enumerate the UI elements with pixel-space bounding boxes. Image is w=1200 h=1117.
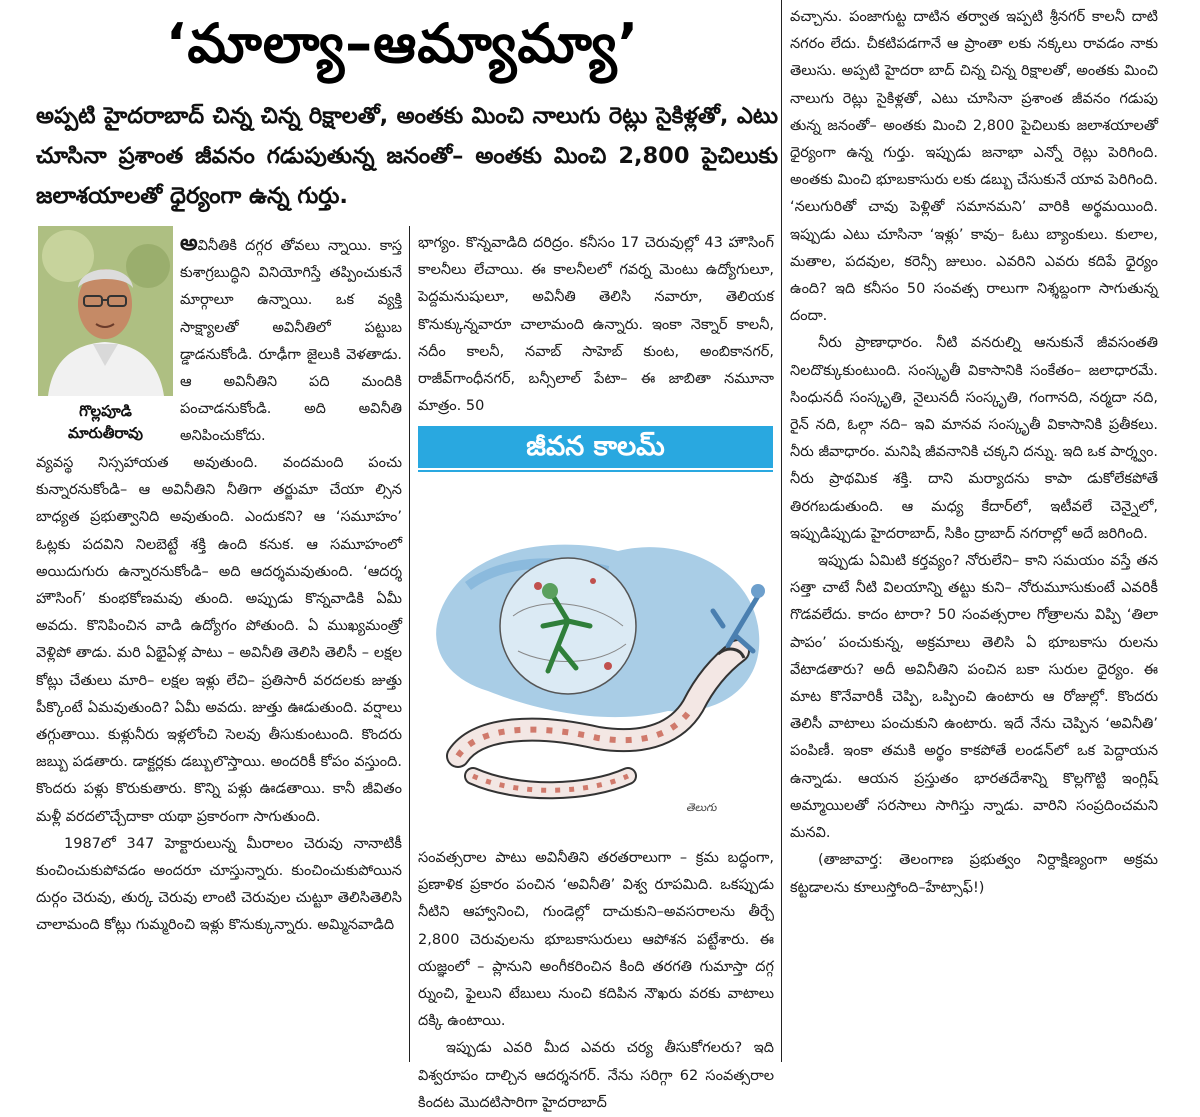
paragraph: (తాజావార్త: తెలంగాణ ప్రభుత్వం నిర్దాక్షిణ్యంగా అక్రమ కట్టడాలను కూలుస్తోంది–హేట్సాఫ్!) bbox=[790, 852, 1158, 896]
paragraph: వచ్చాను. పంజాగుట్ట దాటిన తర్వాత ఇప్పటి శ్రీనగర్ కాలనీ దాటి నగరం లేదు. చీకటిపడగానే ఆ ప్రాంతా లకు నక్కలు రావడం నాకు తెలుసు. అప్పటి హైదరా బాద్ చిన్న చిన్న రిక్షాలతో, అంతకు మించి నాలుగు రెట్లు సైకిళ్లతో, ఎటు చూసినా ప్రశాంత జీవనం గడుపు తున్న జనంతో– అంతకు మించి 2,800 పైచిలుకు జలాశయాలతో ధైర్యంగా ఉన్న గుర్తు. ఇప్పుడు జనాభా ఎన్నో రెట్లు పెరిగింది. అంతకు మించి భూబకాసురు లకు డబ్బు చేసుకునే యావ పెరిగింది. ‘నలుగురితో చావు పెళ్లితో సమానమని’ వారికి అర్థమయింది. ఇప్పుడు ఎటు చూసినా ‘ఇళ్లు’ కావు– ఓటు బ్యాంకులు. కులాల, మతాల, పదవుల, కరెన్సీ జులుం. ఎవరిని ఎవరు కదిపే ధైర్యం ఉంది? ఇది కనీసం 50 సంవత్స రాలుగా నిశ్శబ్దంగా సాగుతున్న దందా. bbox=[790, 9, 1158, 325]
column-rule-right bbox=[781, 0, 782, 1062]
column1-lead bbox=[180, 230, 402, 451]
column2-top bbox=[418, 230, 774, 420]
author-photo bbox=[38, 226, 173, 396]
column-rule-left bbox=[409, 226, 410, 1062]
column1-body bbox=[36, 450, 402, 940]
column-banner: జీవన కాలమ్ bbox=[418, 426, 773, 468]
author-portrait-image bbox=[38, 226, 173, 396]
column2-bottom bbox=[418, 845, 774, 1117]
paragraph: భాగ్యం. కొన్నవాడిది దరిద్రం. కనీసం 17 చెరువుల్లో 43 హౌసింగ్ కాలనీలు లేచాయి. ఈ కాలనీలలో గవర్న మెంటు ఉద్యోగులూ, పెద్దమనుషులూ, అవినీతి తెలిసి నవారూ, తెలియక కొనుక్కున్నవారూ చాలామంది ఉన్నారు. ఇంకా నెక్నార్ కాలనీ, నదీం కాలనీ, నవాబ్ సాహెబ్ కుంట, అంబికానగర్, రాజీవ్‌గాంధీనగర్, బన్సీలాల్ పేటా– ఈ జాబితా నమూనా మాత్రం. 50 bbox=[418, 235, 774, 415]
banner-underline bbox=[418, 470, 773, 472]
headline: ‘మాల్యా–ఆమ్యామ్యా’ bbox=[165, 12, 640, 75]
cartoon-snake-globe-image bbox=[418, 476, 773, 838]
author-photo-box bbox=[38, 226, 173, 444]
author-name bbox=[38, 400, 173, 444]
paragraph: వ్యవస్థ నిస్సహాయత అవుతుంది. వందమంది పంచు కున్నారనుకోండి– ఆ అవినీతిని నీతిగా తర్జుమా చేయా ల్సిన బాధ్యత ప్రభుత్వానిది అవుతుంది. ఎందుకని? ఆ ‘సమూహం’ ఓట్లకు పదవిని నిలబెట్టే శక్తి ఉంది కనుక. ఆ సమూహంలో అయిదుగురు ఉన్నారనుకోండి– అది ఆదర్శమవుతుంది. ‘ఆదర్శ హౌసింగ్’ కుంభకోణమవు తుంది. అప్పుడు కొన్నవాడికి ఏమీ అవదు. కొనిపించిన వాడి ఉద్యోగం పోతుంది. ఏ ముఖ్యమంత్రో వెళ్లిపో తాడు. మరి ఏభైఏళ్ల పాటు – అవినీతి తెలిసి తెలిసీ – లక్షల కోట్లు చేతులు మారి– లక్షల ఇళ్లు లేచి– ప్రతిసారీ వరదలకు జుత్తు పీక్కొంటే ఏమవుతుంది? ఏమీ అవదు. జుత్తు ఊడుతుంది. వర్షాలు తగ్గుతాయి. కుళ్లునీరు ఇళ్లలోంచి సెలవు తీసుకుంటుంది. కొందరు జబ్బు పడతారు. డాక్టర్లకు డబ్బులొస్తాయి. అందరికీ కోపం వస్తుంది. కొందరు పళ్లు కొరుకుతారు. కొన్ని పళ్లు ఊడతాయి. కానీ జీవితం మళ్లీ వరదలొచ్చేదాకా యథా ప్రకారంగా సాగుతుంది. bbox=[36, 455, 402, 825]
paragraph: ఇప్పుడు ఎవరి మీద ఎవరు చర్య తీసుకోగలరు? ఇది విశ్వరూపం దాల్చిన ఆదర్శనగర్. నేను సరిగ్గా 62 సంవత్సరాల కిందట మొదటిసారిగా హైదరాబాద్ bbox=[418, 1040, 774, 1111]
paragraph: నీరు ప్రాణాధారం. నీటి వనరుల్ని ఆనుకునే జీవసంతతి నిలదొక్కుకుంటుంది. సంస్కృతీ వికాసానికి సంకేతం– జలాధారమే. సింధునదీ సంస్కృతి, నైలునదీ సంస్కృతి, గంగానది, నర్మదా నది, రైన్ నది, ఓల్గా నది– ఇవి మానవ సంస్కృతీ వికాసానికి ప్రతీకలు. నీరు జీవాధారం. మనిషి జీవనానికి చక్కని దన్ను. ఇది ఒక పార్శ్వం. నీరు ప్రాథమిక శక్తి. దాని మర్యాదను కాపా డుకోలేకపోతే తిరగబడుతుంది. ఆ మధ్య కేదార్‌లో, ఇటీవలే చెన్నైలో, ఇప్పుడిప్పుడు హైదరాబాద్, సికిం ద్రాబాద్ నగరాల్లో అదే జరిగింది. bbox=[790, 335, 1158, 542]
deck-summary: అప్పటి హైదరాబాద్ చిన్న చిన్న రిక్షాలతో, అంతకు మించి నాలుగు రెట్లు సైకిళ్లతో, ఎటు చూసినా ప్రశాంత జీవనం గడుపుతున్న జనంతో– అంతకు మించి 2,800 పైచిలుకు జలాశయాలతో ధైర్యంగా ఉన్న గుర్తు. bbox=[36, 103, 778, 209]
column3 bbox=[790, 4, 1158, 902]
artist-signature: తెలుగు bbox=[686, 801, 717, 814]
paragraph: 1987లో 347 హెక్టారులున్న మీరాలం చెరువు నానాటికీ కుంచించుకుపోవడం అందరూ చూస్తున్నారు. కుంచించుకుపోయిన దుర్గం చెరువు, తుర్క చెరువు లాంటి చెరువుల చుట్టూ తెలిసితెలిసి చాలామంది కోట్లు గుమ్మరించి ఇళ్లు కొనుక్కున్నారు. అమ్మినవాడిది bbox=[36, 835, 402, 934]
column1-lead-text: వినీతికి దగ్గర తోవలు న్నాయి. కాస్త కుశాగ్రబుద్ధిని వినియోగిస్తే తప్పించుకునే మార్గాలూ ఉన్నాయి. ఒక వ్యక్తి సాక్ష్యాలతో అవినీతిలో పట్టుబ డ్డాడనుకోండి. రూఢీగా జైలుకి వెళతాడు. ఆ అవినీతిని పది మందికి పంచాడనుకోండి. అది అవినీతి అనిపించుకోదు. bbox=[180, 238, 402, 445]
dropcap: అ bbox=[180, 231, 198, 256]
author-name-line1: గొల్లపూడి bbox=[79, 402, 132, 420]
cartoon-illustration bbox=[418, 476, 773, 838]
author-name-line2: మారుతీరావు bbox=[67, 424, 144, 442]
paragraph: ఇప్పుడు ఏమిటి కర్తవ్యం? నోరులేని– కాని సమయం వస్తే తన సత్తా చాటే నీటి విలయాన్ని తట్టు కుని– నోరుమూసుకుంటే ఎవరికీ గొడవలేదు. కాదం టారా? 50 సంవత్సరాల గోత్రాలను విప్పి ‘తిలా పాపం’ పంచుకున్న, అక్రమాలు తెలిసి ఏ భూబకాసు రులను వేటాడతారు? అదీ అవినీతిని పంచిన బకా సురుల ధైర్యం. ఈ మాట కొనేవారికీ చెప్పి, ఒప్పించి ఉంటారు ఆ రోజుల్లో. కొందరు తెలిసీ వాటాలు పంచుకుని ఉంటారు. ఇదే నేను చెప్పిన ‘అవినీతి’ పంపిణీ. ఇంకా తమకి అర్థం కాకపోతే లండన్‌లో ఒక పెద్దాయన ఉన్నాడు. ఆయన ప్రస్తుతం భారతదేశాన్ని కొల్లగొట్టి ఇంగ్లిష్ అమ్మాయిలతో సరసాలు సాగిస్తు న్నాడు. వారిని సంప్రదించమని మనవి. bbox=[790, 553, 1158, 842]
paragraph: సంవత్సరాల పాటు అవినీతిని తరతరాలుగా – క్రమ బద్ధంగా, ప్రణాళిక ప్రకారం పంచిన ‘అవినీతి’ విశ్వ రూపమిది. ఒకప్పుడు నీటిని ఆహ్వానించి, గుండెల్లో దాచుకుని–అవసరాలను తీర్చే 2,800 చెరువులను భూబకాసురులు ఆపోశన పట్టేశారు. ఈ యజ్ఞంలో – ప్లానుని అంగీకరించిన కింది తరగతి గుమాస్తా దగ్గ ర్నుంచి, ఫైలుని టేబులు నుంచి కదిపిన నౌఖరు వరకు వాటాలు దక్కి ఉంటాయి. bbox=[418, 850, 774, 1030]
